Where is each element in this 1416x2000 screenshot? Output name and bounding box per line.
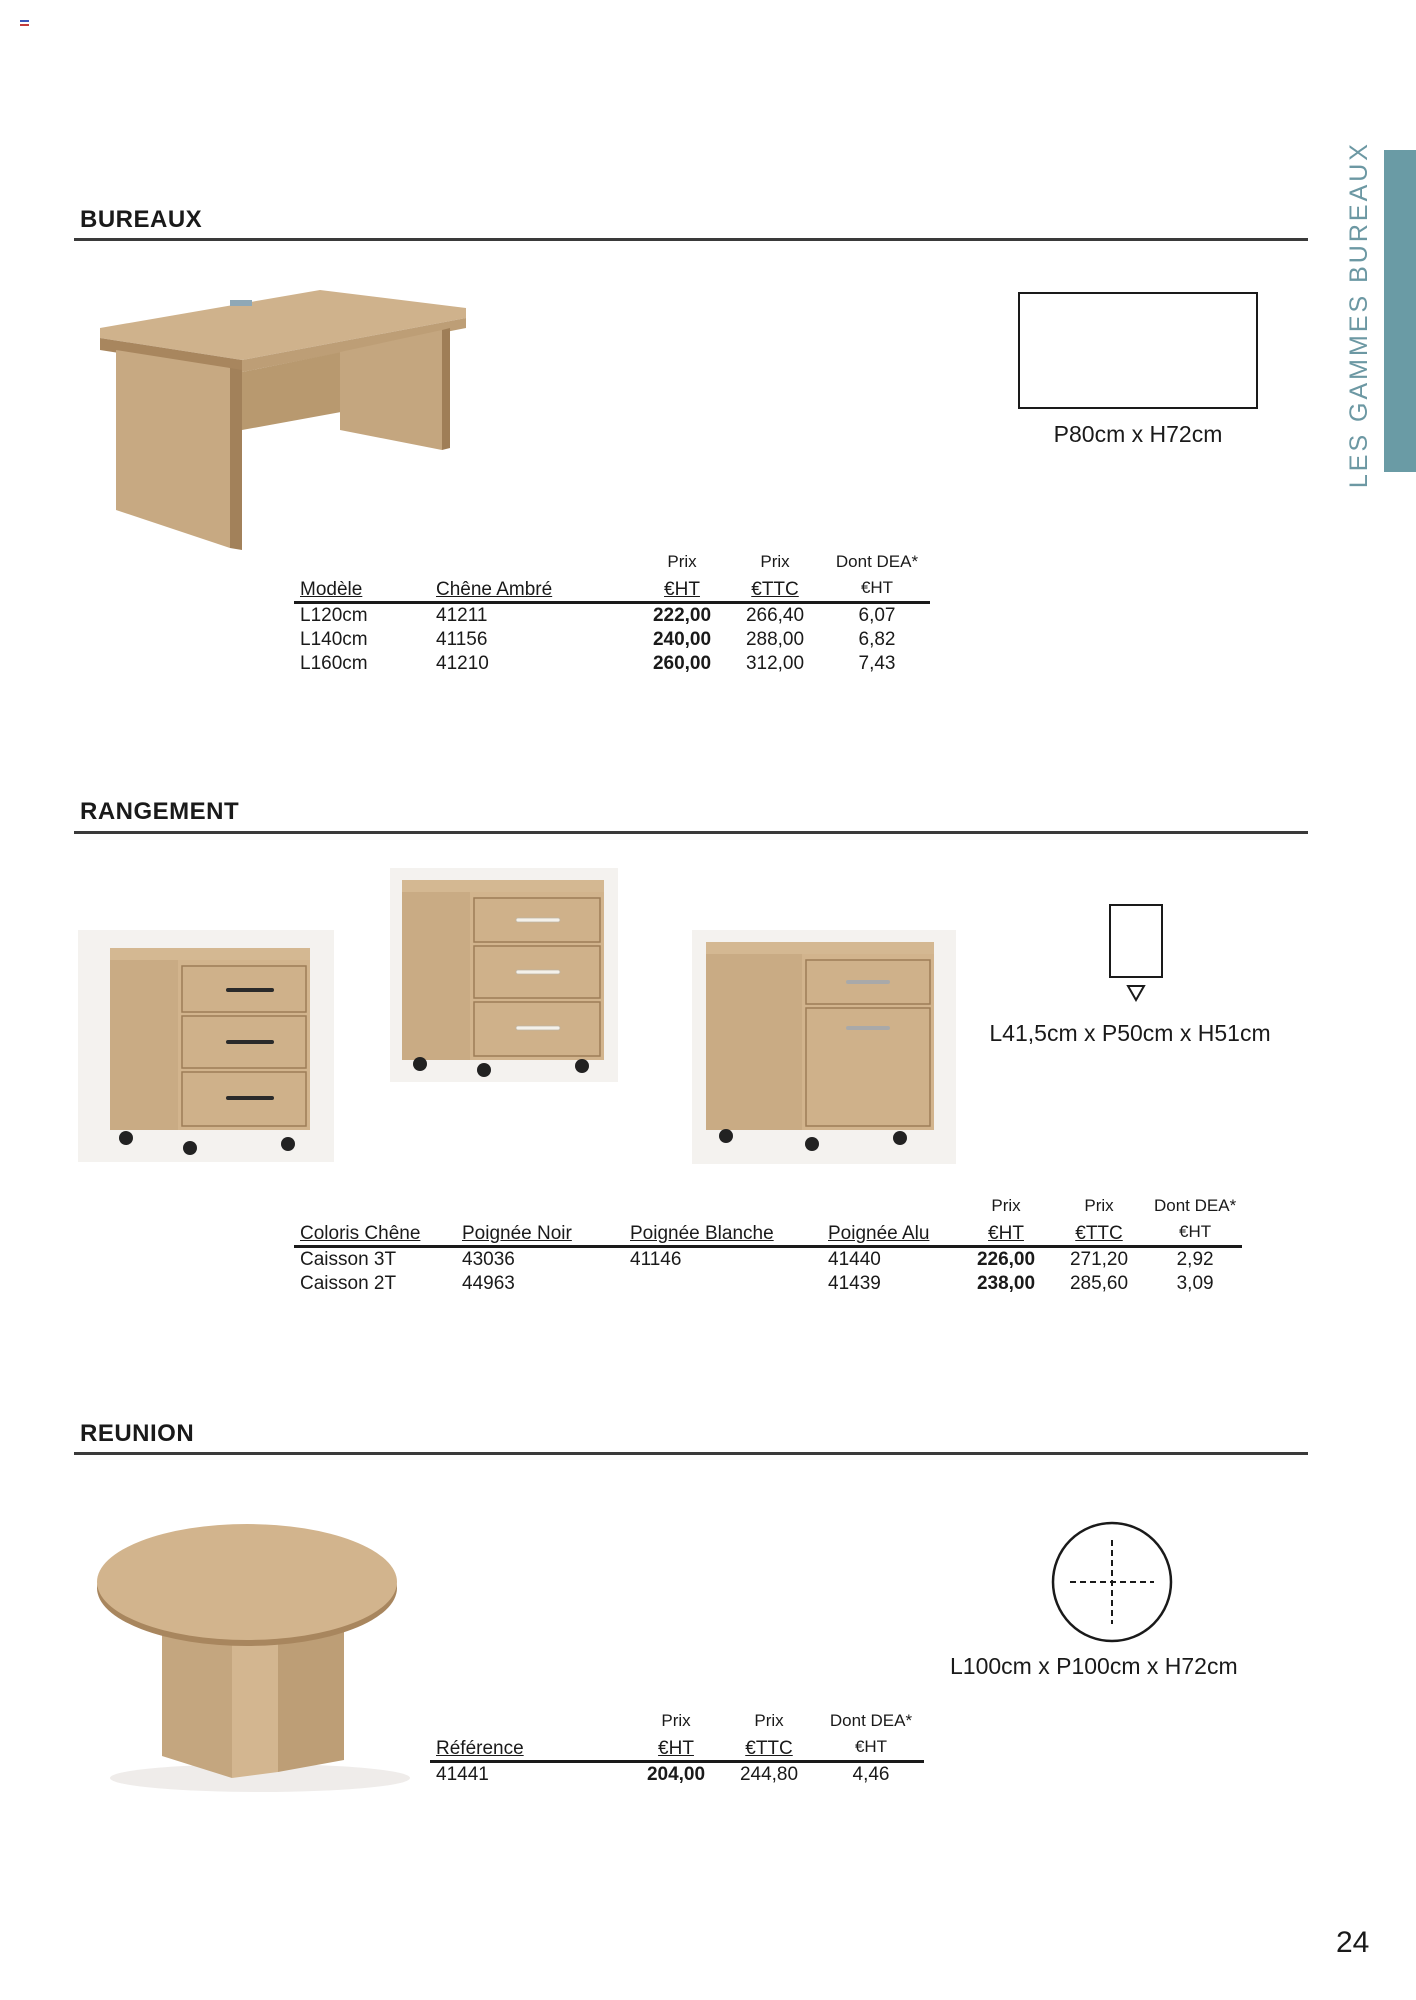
header-prix: Prix [760, 552, 790, 571]
header-eht: €HT [818, 1734, 924, 1762]
table-row [294, 1272, 1242, 1296]
header-eht: €HT [824, 575, 930, 603]
table-row [294, 603, 930, 629]
pedestal-footprint-diagram [1109, 904, 1163, 978]
price-ttc-cell: 271,20 [1069, 1249, 1129, 1270]
pedestal-dimensions: L41,5cm x P50cm x H51cm [989, 1020, 1271, 1046]
model-cell: L160cm [300, 653, 368, 674]
bureaux-price-table [294, 549, 930, 676]
section-rule [74, 831, 1308, 834]
price-ht-cell: 260,00 [652, 653, 712, 674]
header-eht: €HT [638, 575, 726, 603]
price-ttc-cell: 312,00 [745, 653, 805, 674]
model-cell: L120cm [300, 605, 368, 626]
model-cell: L140cm [300, 629, 368, 650]
pedestal-2-drawer-alu-image [692, 930, 956, 1164]
ref-blanche-cell [624, 1272, 822, 1296]
price-ht-cell: 238,00 [976, 1273, 1036, 1294]
section-title-reunion: REUNION [80, 1420, 195, 1447]
page-number: 24 [1336, 1926, 1370, 1959]
pedestal-3-drawer-white-image [390, 868, 618, 1082]
table-row [294, 1247, 1242, 1273]
section-rule [74, 1452, 1308, 1455]
desk-footprint-diagram [1018, 292, 1258, 409]
table-row [294, 628, 930, 652]
price-ttc-cell: 244,80 [739, 1764, 799, 1785]
header-dea: Dont DEA* [835, 552, 919, 571]
header-prix: Prix [667, 552, 697, 571]
ref-noir-cell: 44963 [462, 1273, 515, 1294]
ref-noir-cell: 43036 [462, 1249, 515, 1270]
header-prix: Prix [1084, 1196, 1114, 1215]
header-prix: Prix [661, 1711, 691, 1730]
section-title-rangement: RANGEMENT [80, 798, 240, 825]
header-ettc: €TTC [720, 1734, 818, 1762]
ref-cell: 41156 [436, 629, 488, 650]
header-poignee-noir: Poignée Noir [456, 1219, 624, 1247]
round-table-image [82, 1510, 438, 1796]
price-ttc-cell: 266,40 [745, 605, 805, 626]
price-ht-cell: 240,00 [652, 629, 712, 650]
header-color: Chêne Ambré [430, 575, 638, 603]
ref-cell: 41211 [436, 605, 488, 626]
header-ettc: €TTC [726, 575, 824, 603]
name-cell: Caisson 2T [300, 1273, 397, 1294]
header-prix: Prix [991, 1196, 1021, 1215]
desk-dimensions: P80cm x H72cm [1053, 421, 1223, 447]
dea-cell: 6,82 [858, 629, 896, 650]
dea-cell: 4,46 [852, 1764, 890, 1785]
ref-alu-cell: 41439 [828, 1273, 881, 1294]
dea-cell: 6,07 [858, 605, 896, 626]
ref-alu-cell: 41440 [828, 1249, 881, 1270]
header-eht: €HT [632, 1734, 720, 1762]
header-dea: Dont DEA* [829, 1711, 913, 1730]
header-coloris: Coloris Chêne [294, 1219, 456, 1247]
round-table-footprint-diagram [1050, 1520, 1174, 1644]
price-ht-cell: 222,00 [652, 605, 712, 626]
side-accent-bar [1384, 150, 1416, 472]
header-eht: €HT [1148, 1219, 1242, 1247]
header-model: Modèle [294, 575, 430, 603]
side-tab [1342, 141, 1376, 489]
header-reference: Référence [430, 1734, 632, 1762]
reunion-price-table [430, 1708, 924, 1787]
section-rule [74, 238, 1308, 241]
ref-blanche-cell: 41146 [630, 1249, 682, 1270]
desk-image [90, 280, 480, 555]
price-ht-cell: 226,00 [976, 1249, 1036, 1270]
header-eht: €HT [962, 1219, 1050, 1247]
header-poignee-alu: Poignée Alu [822, 1219, 962, 1247]
price-ttc-cell: 285,60 [1069, 1273, 1129, 1294]
ref-cell: 41210 [436, 653, 489, 674]
rangement-price-table [294, 1193, 1242, 1296]
pedestal-3-drawer-black-image [78, 930, 334, 1162]
dea-cell: 3,09 [1176, 1273, 1214, 1294]
section-title-bureaux: BUREAUX [80, 206, 203, 233]
dea-cell: 7,43 [858, 653, 896, 674]
round-table-dimensions: L100cm x P100cm x H72cm [950, 1653, 1238, 1679]
price-ht-cell: 204,00 [646, 1764, 706, 1785]
dea-cell: 2,92 [1176, 1249, 1214, 1270]
ref-cell: 41441 [436, 1764, 489, 1785]
header-dea: Dont DEA* [1154, 1196, 1237, 1215]
side-tab-label: LES GAMMES BUREAUX [1344, 141, 1373, 489]
header-ettc: €TTC [1050, 1219, 1148, 1247]
menu-icon [20, 20, 29, 26]
table-row [294, 652, 930, 676]
price-ttc-cell: 288,00 [745, 629, 805, 650]
header-poignee-blanche: Poignée Blanche [624, 1219, 822, 1247]
name-cell: Caisson 3T [300, 1249, 397, 1270]
front-arrow-icon [1126, 984, 1146, 1002]
table-row [430, 1762, 924, 1788]
header-prix: Prix [754, 1711, 784, 1730]
